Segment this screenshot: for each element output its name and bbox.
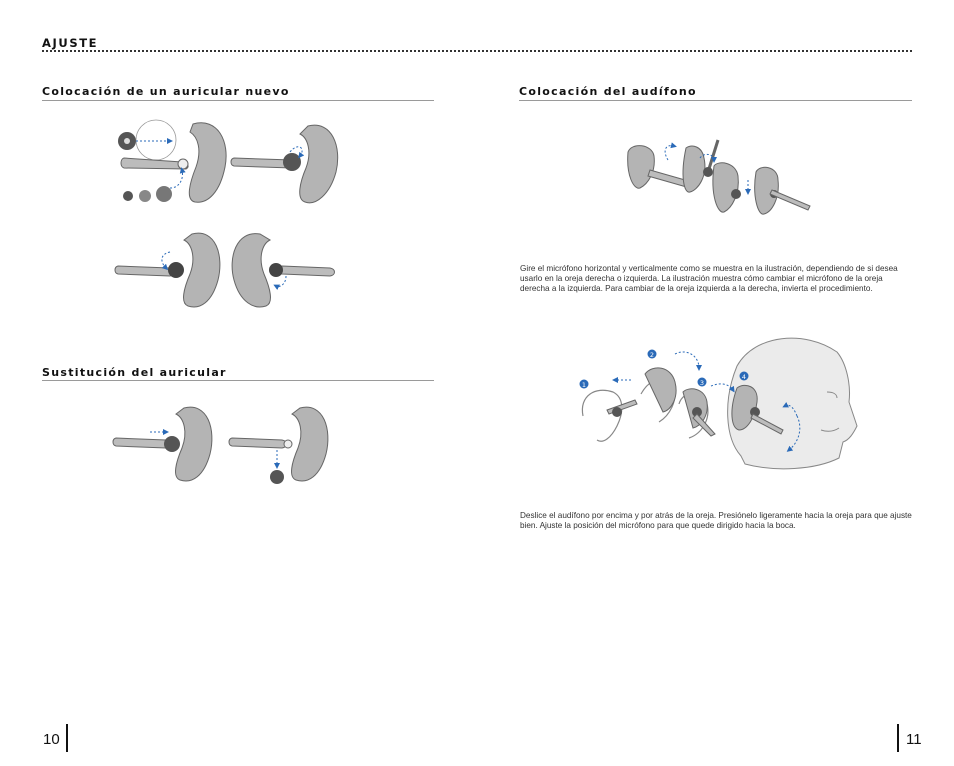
header-dotted-divider <box>42 50 912 52</box>
wearing-headset-title: Colocación del audífono <box>519 85 697 98</box>
right-page-bar <box>897 724 899 752</box>
step-number-1: 1 <box>581 381 587 389</box>
step-number-2: 2 <box>649 351 655 359</box>
wearing-paragraph: Deslice el audífono por encima y por atrás de la oreja. Presiónelo ligeramente hacia la oreja para que ajuste bien. Ajuste la posición del micrófono para que quede dirigido hacia la boca. <box>520 511 912 531</box>
section-header-title: AJUSTE <box>42 36 99 50</box>
replace-eartip-title-rule <box>42 380 434 381</box>
wearing-headset-title-rule <box>519 100 912 101</box>
right-page-number: 11 <box>906 731 922 748</box>
left-page-bar <box>66 724 68 752</box>
left-page-number: 10 <box>43 731 60 748</box>
new-eartip-title-rule <box>42 100 434 101</box>
replace-eartip-illustration <box>110 402 340 492</box>
step-number-4: 4 <box>741 373 747 381</box>
replace-eartip-title: Sustitución del auricular <box>42 366 227 379</box>
new-eartip-illustration <box>110 112 350 317</box>
new-eartip-title: Colocación de un auricular nuevo <box>42 85 290 98</box>
mic-rotation-paragraph: Gire el micrófono horizontal y verticalmente como se muestra en la ilustración, dependiendo de si desea usarlo en la oreja derecha o izquierda. La ilustración muestra cómo cambiar el micrófono de la oreja derecha a la izquierda. Para cambiar de la oreja izquierda a la derecha, invierta el procedimiento. <box>520 264 898 294</box>
mic-rotation-illustration <box>622 136 812 222</box>
step-number-3: 3 <box>699 379 705 387</box>
wearing-sequence-illustration <box>575 330 855 480</box>
